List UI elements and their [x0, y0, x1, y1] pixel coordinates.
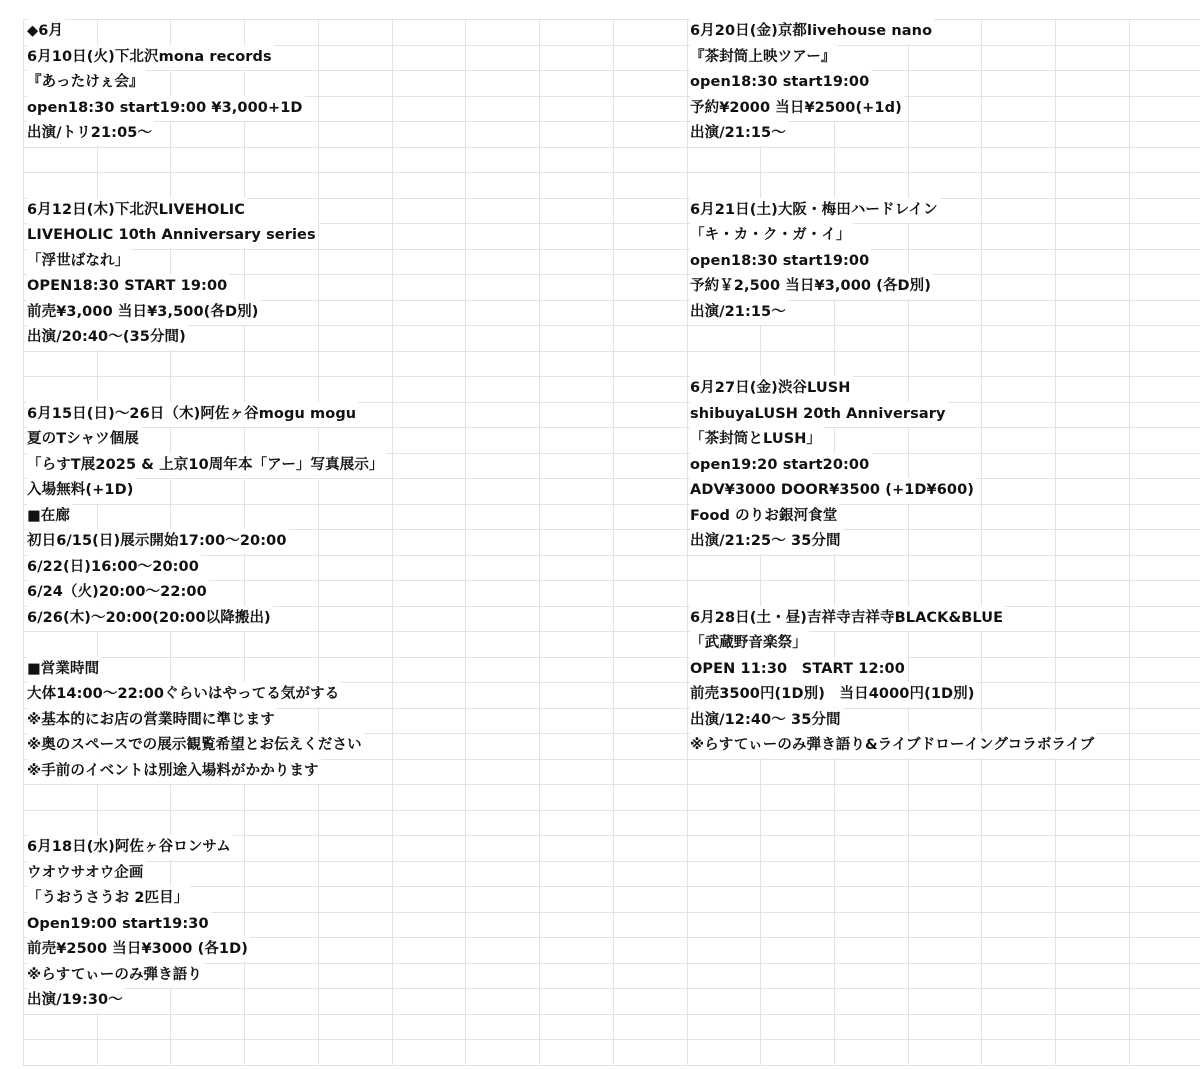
- cell-text[interactable]: 出演/12:40〜 35分間: [690, 708, 843, 733]
- column-gridline: [392, 19, 393, 1066]
- cell-text[interactable]: 予約¥2000 当日¥2500(+1d): [690, 96, 904, 121]
- cell-text[interactable]: 予約￥2,500 当日¥3,000 (各D別): [690, 274, 933, 299]
- cell-text[interactable]: 出演/トリ21:05〜: [27, 121, 154, 146]
- row-gridline: [23, 886, 1200, 887]
- cell-text[interactable]: open19:20 start20:00: [690, 453, 871, 478]
- cell-text[interactable]: open18:30 start19:00: [690, 249, 871, 274]
- column-gridline: [465, 19, 466, 1066]
- cell-text[interactable]: Food のりお銀河食堂: [690, 504, 839, 529]
- row-gridline: [23, 631, 1200, 632]
- row-gridline: [23, 1065, 1200, 1066]
- cell-text[interactable]: 6/22(日)16:00〜20:00: [27, 555, 201, 580]
- row-gridline: [23, 121, 1200, 122]
- cell-text[interactable]: 出演/21:15〜: [690, 121, 788, 146]
- cell-text[interactable]: 6/24（火)20:00〜22:00: [27, 580, 209, 605]
- row-gridline: [23, 657, 1200, 658]
- cell-text[interactable]: 出演/20:40〜(35分間): [27, 325, 188, 350]
- cell-text[interactable]: 前売¥3,000 当日¥3,500(各D別): [27, 300, 260, 325]
- column-gridline: [981, 19, 982, 1066]
- row-gridline: [23, 1039, 1200, 1040]
- cell-text[interactable]: 6月12日(木)下北沢LIVEHOLIC: [27, 198, 247, 223]
- row-gridline: [23, 351, 1200, 352]
- column-gridline: [318, 19, 319, 1066]
- cell-text[interactable]: 6月21日(土)大阪・梅田ハードレイン: [690, 198, 940, 223]
- cell-text[interactable]: ■営業時間: [27, 657, 101, 682]
- column-gridline: [1055, 19, 1056, 1066]
- cell-text[interactable]: 前売¥2500 当日¥3000 (各1D): [27, 937, 250, 962]
- row-gridline: [23, 1014, 1200, 1015]
- cell-text[interactable]: 6月27日(金)渋谷LUSH: [690, 376, 853, 401]
- cell-text[interactable]: 「茶封筒とLUSH」: [690, 427, 823, 452]
- cell-text[interactable]: ※基本的にお店の営業時間に準じます: [27, 708, 277, 733]
- cell-text[interactable]: 出演/19:30〜: [27, 988, 125, 1013]
- cell-text[interactable]: 6月20日(金)京都livehouse nano: [690, 19, 934, 44]
- cell-text[interactable]: 「らすT展2025 & 上京10周年本「アー」写真展示」: [27, 453, 386, 478]
- cell-text[interactable]: 6月10日(火)下北沢mona records: [27, 45, 274, 70]
- row-gridline: [23, 784, 1200, 785]
- cell-text[interactable]: Open19:00 start19:30: [27, 912, 211, 937]
- cell-text[interactable]: ※らすてぃーのみ弾き語り&ライブドローイングコラボライブ: [690, 733, 1096, 758]
- cell-text[interactable]: open18:30 start19:00: [690, 70, 871, 95]
- row-gridline: [23, 325, 1200, 326]
- row-gridline: [23, 478, 1200, 479]
- column-gridline: [1129, 19, 1130, 1066]
- cell-text[interactable]: 「浮世ばなれ」: [27, 249, 131, 274]
- cell-text[interactable]: ※らすてぃーのみ弾き語り: [27, 963, 204, 988]
- row-gridline: [23, 147, 1200, 148]
- cell-text[interactable]: ◆6月: [27, 19, 65, 44]
- column-gridline: [613, 19, 614, 1066]
- column-gridline: [23, 19, 24, 1066]
- cell-text[interactable]: ※手前のイベントは別途入場料がかかります: [27, 759, 321, 784]
- row-gridline: [23, 172, 1200, 173]
- cell-text[interactable]: 「うおうさうお 2匹目」: [27, 886, 190, 911]
- row-gridline: [23, 249, 1200, 250]
- cell-text[interactable]: 『あったけぇ会』: [27, 70, 146, 95]
- cell-text[interactable]: ADV¥3000 DOOR¥3500 (+1D¥600): [690, 478, 976, 503]
- cell-text[interactable]: ※奥のスペースでの展示観覧希望とお伝えください: [27, 733, 364, 758]
- row-gridline: [23, 70, 1200, 71]
- row-gridline: [23, 861, 1200, 862]
- cell-text[interactable]: open18:30 start19:00 ¥3,000+1D: [27, 96, 305, 121]
- cell-text[interactable]: OPEN 11:30 START 12:00: [690, 657, 907, 682]
- cell-text[interactable]: 入場無料(+1D): [27, 478, 135, 503]
- cell-text[interactable]: 「武蔵野音楽祭」: [690, 631, 809, 656]
- cell-text[interactable]: ウオウサオウ企画: [27, 861, 146, 886]
- cell-text[interactable]: 出演/21:15〜: [690, 300, 788, 325]
- cell-text[interactable]: 6月18日(水)阿佐ヶ谷ロンサム: [27, 835, 233, 860]
- cell-text[interactable]: 「キ・カ・ク・ガ・イ」: [690, 223, 853, 248]
- column-gridline: [539, 19, 540, 1066]
- row-gridline: [23, 810, 1200, 811]
- column-gridline: [687, 19, 688, 1066]
- column-gridline: [908, 19, 909, 1066]
- row-gridline: [23, 988, 1200, 989]
- cell-text[interactable]: 大体14:00〜22:00ぐらいはやってる気がする: [27, 682, 341, 707]
- cell-text[interactable]: 6/26(木)〜20:00(20:00以降搬出): [27, 606, 273, 631]
- cell-text[interactable]: 初日6/15(日)展示開始17:00〜20:00: [27, 529, 289, 554]
- cell-text[interactable]: 6月15日(日)〜26日（木)阿佐ヶ谷mogu mogu: [27, 402, 358, 427]
- cell-text[interactable]: 『茶封筒上映ツアー』: [690, 45, 838, 70]
- cell-text[interactable]: 夏のTシャツ個展: [27, 427, 141, 452]
- cell-text[interactable]: 前売3500円(1D別) 当日4000円(1D別): [690, 682, 976, 707]
- cell-text[interactable]: shibuyaLUSH 20th Anniversary: [690, 402, 948, 427]
- cell-text[interactable]: 出演/21:25〜 35分間: [690, 529, 843, 554]
- row-gridline: [23, 376, 1200, 377]
- cell-text[interactable]: 6月28日(土・昼)吉祥寺吉祥寺BLACK&BLUE: [690, 606, 1005, 631]
- cell-text[interactable]: LIVEHOLIC 10th Anniversary series: [27, 223, 318, 248]
- cell-text[interactable]: ■在廊: [27, 504, 72, 529]
- cell-text[interactable]: OPEN18:30 START 19:00: [27, 274, 229, 299]
- row-gridline: [23, 19, 1200, 20]
- row-gridline: [23, 427, 1200, 428]
- row-gridline: [23, 504, 1200, 505]
